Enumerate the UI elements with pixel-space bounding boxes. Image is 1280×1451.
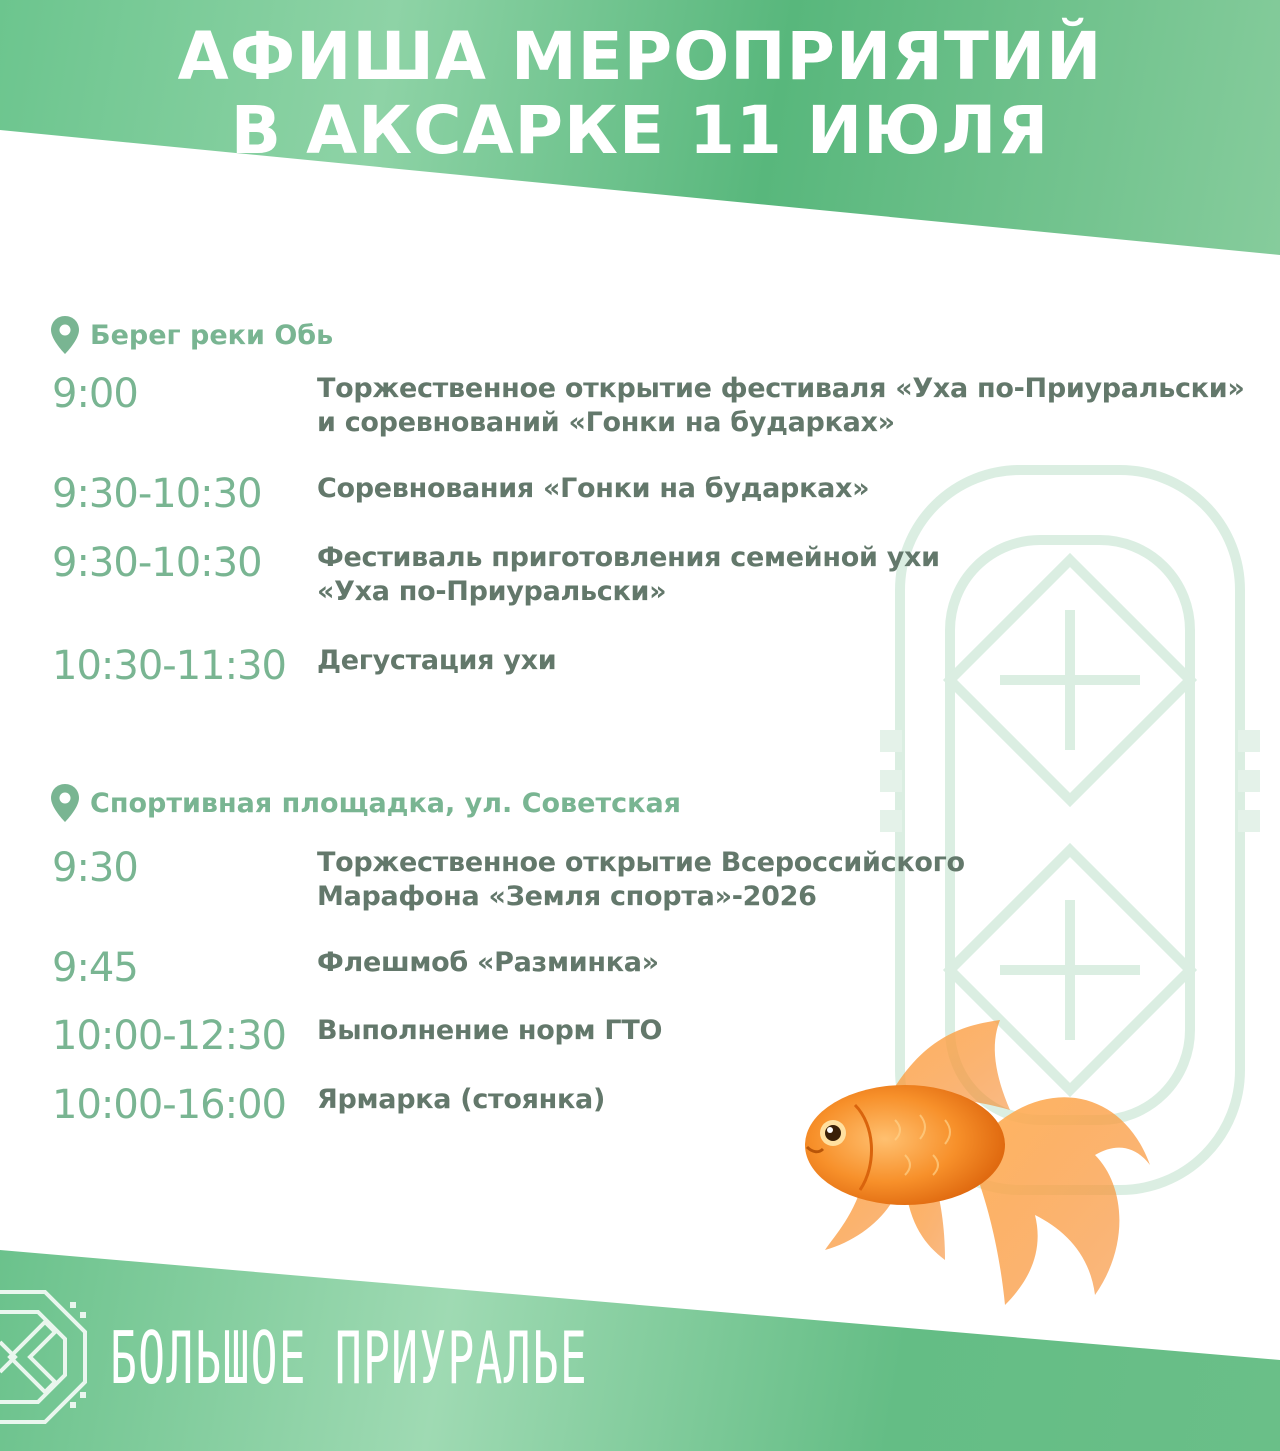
location-header-1 xyxy=(50,315,333,355)
event-description-line: Флешмоб «Разминка» xyxy=(317,947,659,978)
event-description xyxy=(317,472,1277,506)
map-pin-icon xyxy=(50,315,80,355)
event-description xyxy=(317,846,1277,914)
location-label: Спортивная площадка, ул. Советская xyxy=(90,787,681,819)
event-description xyxy=(317,946,1277,980)
map-pin-icon xyxy=(50,783,80,823)
event-time: 9:30-10:30 xyxy=(52,471,262,517)
event-description-line: Торжественное открытие Всероссийского xyxy=(317,847,965,878)
event-description-line: и соревнований «Гонки на бударках» xyxy=(317,407,895,438)
brand-logo-text: БОЛЬШОЕ ПРИУРАЛЬЕ xyxy=(110,1316,588,1400)
event-description xyxy=(317,541,1277,609)
event-description xyxy=(317,644,1277,678)
event-time: 9:30 xyxy=(52,845,138,891)
event-description-line: Марафона «Земля спорта»-2026 xyxy=(317,881,817,912)
event-description-line: Выполнение норм ГТО xyxy=(317,1015,663,1046)
event-description-line: Торжественное открытие фестиваля «Уха по-Приуральски» xyxy=(317,373,1245,404)
page-title xyxy=(0,20,1280,168)
location-header-2 xyxy=(50,783,681,823)
event-time: 10:00-12:30 xyxy=(52,1013,286,1059)
event-time: 10:30-11:30 xyxy=(52,643,286,689)
event-description-line: «Уха по-Приуральски» xyxy=(317,576,667,607)
location-label: Берег реки Обь xyxy=(90,319,334,351)
event-time: 9:45 xyxy=(52,945,138,991)
goldfish-icon xyxy=(795,1015,1165,1315)
event-description-line: Фестиваль приготовления семейной ухи xyxy=(317,542,940,573)
event-description xyxy=(317,372,1277,440)
page-title-line-2: В АКСАРКЕ 11 ИЮЛЯ xyxy=(230,92,1050,169)
event-time: 9:30-10:30 xyxy=(52,540,262,586)
event-description-line: Ярмарка (стоянка) xyxy=(317,1084,605,1115)
page-title-line-1: АФИША МЕРОПРИЯТИЙ xyxy=(177,18,1103,95)
event-description-line: Дегустация ухи xyxy=(317,645,557,676)
event-time: 9:00 xyxy=(52,371,138,417)
event-time: 10:00-16:00 xyxy=(52,1082,286,1128)
event-description-line: Соревнования «Гонки на бударках» xyxy=(317,473,870,504)
ornament-logo-icon xyxy=(0,1272,95,1442)
